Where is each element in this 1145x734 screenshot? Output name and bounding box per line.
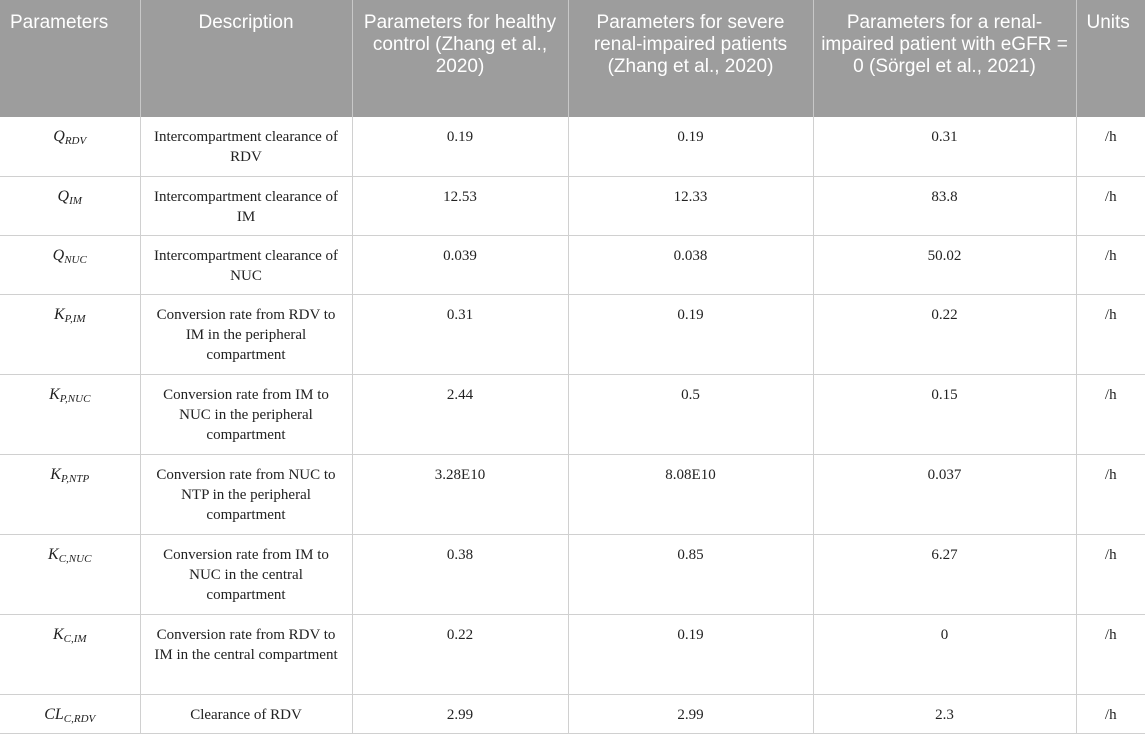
parameter-subscript: C,RDV [63,712,96,725]
healthy-value: 3.28E10 [352,454,568,534]
units-cell: /h [1076,117,1145,176]
table-body [0,117,1145,733]
severe-value: 2.99 [568,694,813,733]
parameter-main: Q [53,128,65,145]
parameter-subscript: NUC [64,253,87,266]
description-cell: Intercompartment clearance of RDV [140,117,352,176]
egfr0-value: 2.3 [813,694,1076,733]
parameter-main: K [48,545,59,563]
egfr0-value: 0.15 [813,374,1076,454]
healthy-value: 0.38 [352,534,568,614]
egfr0-value: 0.22 [813,294,1076,374]
severe-value: 0.19 [568,294,813,374]
parameter-subscript: C,NUC [58,552,92,565]
units-cell: /h [1076,614,1145,694]
severe-value: 0.19 [568,614,813,694]
egfr0-value: 0 [813,614,1076,694]
parameter-symbol [0,534,140,614]
header-parameters: Parameters [0,0,140,117]
parameter-subscript: P,NUC [59,392,91,405]
units-cell: /h [1076,235,1145,294]
header-row [0,0,1145,117]
description-cell: Intercompartment clearance of NUC [140,235,352,294]
parameter-main: K [53,305,65,323]
units-cell: /h [1076,534,1145,614]
description-cell: Intercompartment clearance of IM [140,176,352,235]
table-row [0,694,1145,733]
egfr0-value: 0.037 [813,454,1076,534]
parameter-symbol [0,117,140,176]
header-description: Description [140,0,352,117]
severe-value: 8.08E10 [568,454,813,534]
parameter-subscript: P,NTP [60,472,90,485]
table-row [0,176,1145,235]
parameter-main: K [50,465,61,483]
description-cell: Clearance of RDV [140,694,352,733]
parameter-symbol [0,374,140,454]
parameter-symbol [0,176,140,235]
table-row [0,374,1145,454]
units-cell: /h [1076,454,1145,534]
units-cell: /h [1076,694,1145,733]
healthy-value: 2.44 [352,374,568,454]
units-cell: /h [1076,176,1145,235]
description-cell: Conversion rate from RDV to IM in the central compartment [140,614,352,694]
description-cell: Conversion rate from IM to NUC in the peripheral compartment [140,374,352,454]
egfr0-value: 50.02 [813,235,1076,294]
parameter-symbol [0,235,140,294]
units-cell: /h [1076,294,1145,374]
table-row [0,294,1145,374]
table-header [0,0,1145,117]
parameter-main: Q [57,187,70,205]
table-row [0,614,1145,694]
parameter-subscript: RDV [64,135,87,147]
severe-value: 12.33 [568,176,813,235]
healthy-value: 0.19 [352,117,568,176]
parameter-symbol [0,294,140,374]
header-units: Units [1076,0,1145,117]
parameter-main: Q [52,246,65,264]
healthy-value: 2.99 [352,694,568,733]
healthy-value: 12.53 [352,176,568,235]
severe-value: 0.19 [568,117,813,176]
description-cell: Conversion rate from IM to NUC in the central compartment [140,534,352,614]
header-severe-renal: Parameters for severe renal-impaired patients (Zhang et al., 2020) [568,0,813,117]
description-cell: Conversion rate from NUC to NTP in the peripheral compartment [140,454,352,534]
table-row [0,454,1145,534]
egfr0-value: 83.8 [813,176,1076,235]
healthy-value: 0.22 [352,614,568,694]
severe-value: 0.038 [568,235,813,294]
table-row [0,534,1145,614]
healthy-value: 0.039 [352,235,568,294]
parameter-main: K [49,385,60,403]
parameter-symbol [0,614,140,694]
parameter-subscript: C,IM [63,632,87,645]
severe-value: 0.5 [568,374,813,454]
parameter-symbol [0,454,140,534]
header-egfr-zero: Parameters for a renal-impaired patient with eGFR = 0 (Sörgel et al., 2021) [813,0,1076,117]
parameter-subscript: P,IM [64,312,86,325]
units-cell: /h [1076,374,1145,454]
parameter-main: K [52,625,64,643]
table-row [0,117,1145,176]
description-cell: Conversion rate from RDV to IM in the peripheral compartment [140,294,352,374]
egfr0-value: 0.31 [813,117,1076,176]
parameter-subscript: IM [69,194,82,207]
healthy-value: 0.31 [352,294,568,374]
parameter-symbol [0,694,140,733]
egfr0-value: 6.27 [813,534,1076,614]
header-healthy-control: Parameters for healthy control (Zhang et al., 2020) [352,0,568,117]
parameter-main: CL [44,705,64,723]
table-row [0,235,1145,294]
severe-value: 0.85 [568,534,813,614]
